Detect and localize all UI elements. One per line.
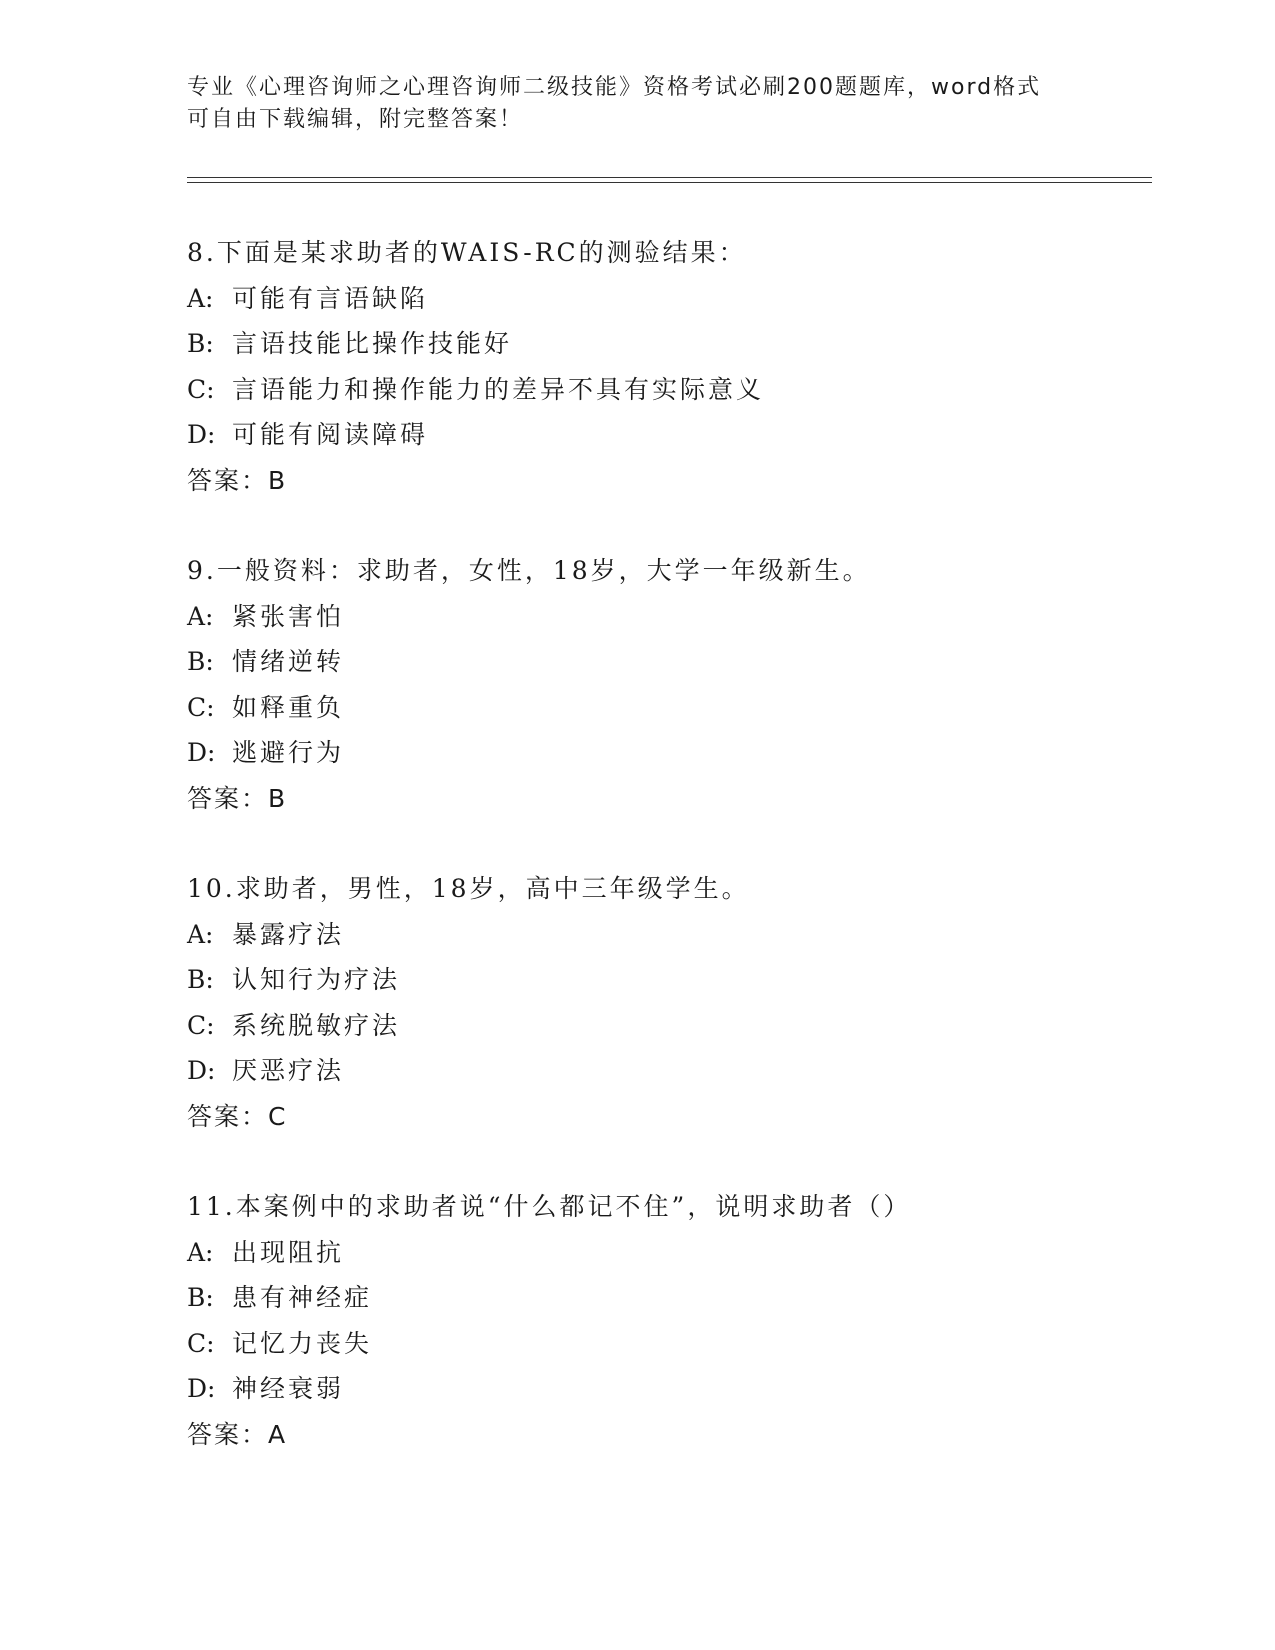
option-letter: D: [187,738,216,767]
option-letter: A: [187,1237,214,1267]
option-d [187,412,1147,458]
option-text: 可能有阅读障碍 [232,420,429,449]
option-b [187,1275,1147,1321]
option-b [187,321,1147,367]
question-stem: 10.求助者，男性，18岁，高中三年级学生。 [187,874,750,903]
option-a [187,912,1147,958]
answer-line: 答案：B [187,783,288,813]
option-letter: A: [187,601,214,631]
option-d [187,1048,1147,1094]
option-letter: B: [187,329,214,358]
option-c [187,367,1147,413]
option-letter: D: [187,1374,216,1403]
question-list [187,230,1147,1502]
option-c [187,685,1147,731]
question-9 [187,548,1147,821]
question-11 [187,1184,1147,1457]
answer-line: 答案：A [187,1419,288,1449]
option-text: 系统脱敏疗法 [232,1010,401,1040]
option-letter: A: [187,283,214,313]
option-text: 言语技能比操作技能好 [232,329,513,358]
option-text: 神经衰弱 [232,1374,345,1403]
option-letter: C: [187,374,215,404]
option-d [187,1366,1147,1412]
answer-line: 答案：B [187,465,288,495]
option-a [187,594,1147,640]
option-text: 暴露疗法 [232,919,345,949]
header-line-2: 可自由下载编辑，附完整答案！ [187,107,524,132]
option-text: 出现阻抗 [232,1237,345,1267]
option-c [187,1003,1147,1049]
option-text: 如释重负 [232,692,345,722]
question-stem: 8.下面是某求助者的WAIS-RC的测验结果： [187,238,747,267]
option-letter: B: [187,647,214,676]
answer-line: 答案：C [187,1101,288,1131]
question-10 [187,866,1147,1139]
option-a [187,1230,1147,1276]
option-text: 可能有言语缺陷 [232,283,429,313]
option-letter: B: [187,1283,214,1312]
question-8 [187,230,1147,503]
option-letter: C: [187,692,215,722]
document-header [187,72,1087,136]
question-stem: 11.本案例中的求助者说“什么都记不住”，说明求助者（） [187,1192,912,1221]
option-text: 逃避行为 [232,738,345,767]
header-line-1: 专业《心理咨询师之心理咨询师二级技能》资格考试必刷200题题库，word格式 [187,75,1042,100]
option-text: 情绪逆转 [232,647,345,676]
option-text: 认知行为疗法 [232,965,401,994]
option-text: 厌恶疗法 [232,1056,345,1085]
header-divider [187,177,1152,183]
option-text: 患有神经症 [232,1283,373,1312]
option-letter: D: [187,1056,216,1085]
option-letter: A: [187,919,214,949]
option-a [187,276,1147,322]
option-letter: B: [187,965,214,994]
option-b [187,639,1147,685]
option-text: 记忆力丧失 [232,1328,373,1358]
option-letter: C: [187,1328,215,1358]
option-d [187,730,1147,776]
option-letter: C: [187,1010,215,1040]
option-text: 紧张害怕 [232,601,345,631]
option-text: 言语能力和操作能力的差异不具有实际意义 [232,374,765,404]
option-letter: D: [187,420,216,449]
option-c [187,1321,1147,1367]
option-b [187,957,1147,1003]
question-stem: 9.一般资料：求助者，女性，18岁，大学一年级新生。 [187,556,871,585]
